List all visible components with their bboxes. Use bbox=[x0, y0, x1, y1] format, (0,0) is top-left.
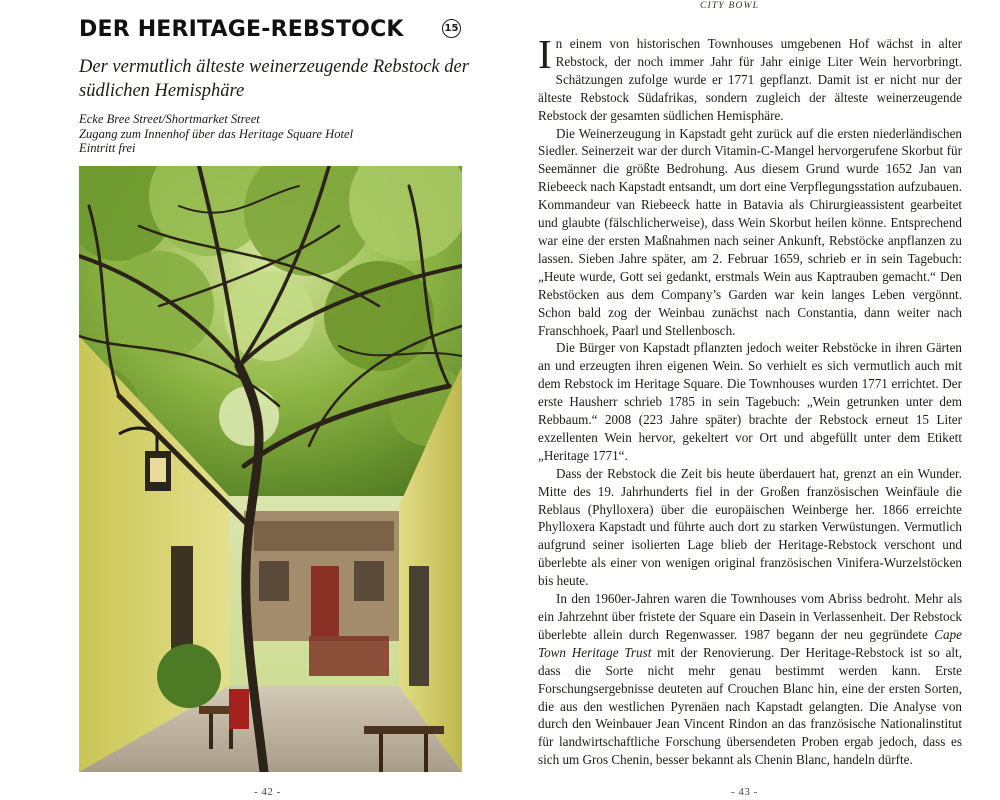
page-number-left: - 42 - bbox=[254, 786, 281, 798]
page-title: DER HERITAGE-REBSTOCK bbox=[79, 17, 404, 42]
running-head: CITY BOWL bbox=[700, 1, 760, 11]
vine-courtyard-photo bbox=[79, 166, 462, 772]
access-line: Zugang zum Innenhof über das Heritage Square Hotel bbox=[79, 126, 354, 141]
paragraph-text: mit der Renovierung. Der Heritage-Rebstock ist so alt, dass die Sorte nicht mehr genau bestimmt werden kann. Erste Forschungsergebnisse deuteten auf Crouchen Blanc hin, eine der ersten Sorten, die aus den westlichen Pyrenäen nach Kapstadt gelangten. Die Analyse von durch den Weinbauer Jean Vincent Rindon an das französische Nationalinstitut für landwirtschaftliche Forschung übersendeten Proben ergab jedoch, dass es sich um Gros Chenin, besser bekannt als Chenin Blanc, handeln dürfte. bbox=[538, 644, 962, 768]
address-line: Ecke Bree Street/Shortmarket Street bbox=[79, 112, 260, 126]
article-body bbox=[538, 31, 962, 769]
organization-name: Cape Town Heritage Trust bbox=[538, 626, 962, 660]
paragraph-text: In den 1960er-Jahren waren die Townhouses vom Abriss bedroht. Mehr als ein Jahrzehnt über fristete der Square ein Dasein in Verlassenheit. Der Rebstock überlebte allein durch Regenwasser. 1987 begann der neu gegründete bbox=[538, 591, 962, 642]
paragraph-text: n einem von historischen Townhouses umgebenen Hof wächst in alter Rebstock, der noch immer Jahr für Jahr einige Liter Wein hervorbringt. Schätzungen zufolge wurde er 1771 gepflanzt. Damit ist er nicht nur der älteste Rebstock Südafrikas, sondern zugleich der älteste weinerzeugende Rebstock der gesamten südlichen Hemisphäre. bbox=[538, 36, 962, 123]
chapter-number-badge: 15 bbox=[442, 19, 461, 38]
paragraph: Dass der Rebstock die Zeit bis heute überdauert hat, grenzt an ein Wunder. Mitte des 19. Jahrhunderts fiel in der Großen französischen Weinfäule die Reblaus (Phylloxera) über die europäischen Weinberge her. 1866 erreichte Phylloxera Kapstadt und führte auch dort zu starken Verwüstungen. Vermutlich aufgrund seiner isolierten Lage blieb der Heritage-Rebstock verschont und überlebte als einer von wenigen original französischen Vinifera-Wurzelstöcken bis heute. bbox=[538, 465, 962, 589]
paragraph: Die Bürger von Kapstadt pflanzten jedoch weiter Rebstöcke in ihren Gärten an und erzeugten ihren eigenen Wein. So verhielt es sich vermutlich auch mit dem Rebstock im Heritage Square. Die Townhouses wurden 1771 errichtet. Der erste Hausherr schrieb 1785 in sein Tagebuch: „Wein getrunken unter dem Rebbaum.“ 2008 (223 Jahre später) brachte der Rebstock erneut 15 Liter exzellenten Wein hervor, gekeltert vor Ort und abgefüllt unter dem Etikett „Heritage 1771“. bbox=[538, 340, 962, 463]
paragraph bbox=[538, 590, 962, 769]
page-number-right: - 43 - bbox=[731, 786, 758, 798]
location-info bbox=[79, 112, 353, 156]
right-page bbox=[500, 0, 1000, 800]
page-subtitle: Der vermutlich älteste weinerzeugende Rebstock der südlichen Hemisphäre bbox=[79, 57, 469, 101]
admission-line: Eintritt frei bbox=[79, 141, 136, 155]
drop-cap: I bbox=[538, 31, 552, 77]
paragraph: Die Weinerzeugung in Kapstadt geht zurück auf die ersten niederländischen Siedler. Seinerzeit war der durch Vitamin-C-Mangel hervorgerufene Skorbut für Seemänner die größte Bedrohung. Aus diesem Grund wurde 1652 Jan van Riebeeck nach Kapstadt entsandt, um dort eine Verpflegungsstation aufzubauen. Kommandeur van Riebeeck hatte in Batavia als Chirurgieassistent gearbeitet und glaubte (fälschlicherweise), dass Wein Skorbut heilen könne. Entsprechend war eine der ersten Maßnahmen nach seiner Ankunft, Rebstöcke anpflanzen zu lassen. Sieben Jahre später, am 2. Februar 1659, schrieb er in sein Tagebuch: „Heute wurde, Gott sei gedankt, erstmals Wein aus Kaptrauben gemacht.“ Den Rebstöcken aus dem Company’s Garden war kein langes Leben vergönnt. Schon bald zog der Weinbau zunächst nach Constantia, dann weiter nach Franschhoek, Paarl und Stellenbosch. bbox=[538, 125, 962, 338]
paragraph bbox=[538, 31, 962, 125]
